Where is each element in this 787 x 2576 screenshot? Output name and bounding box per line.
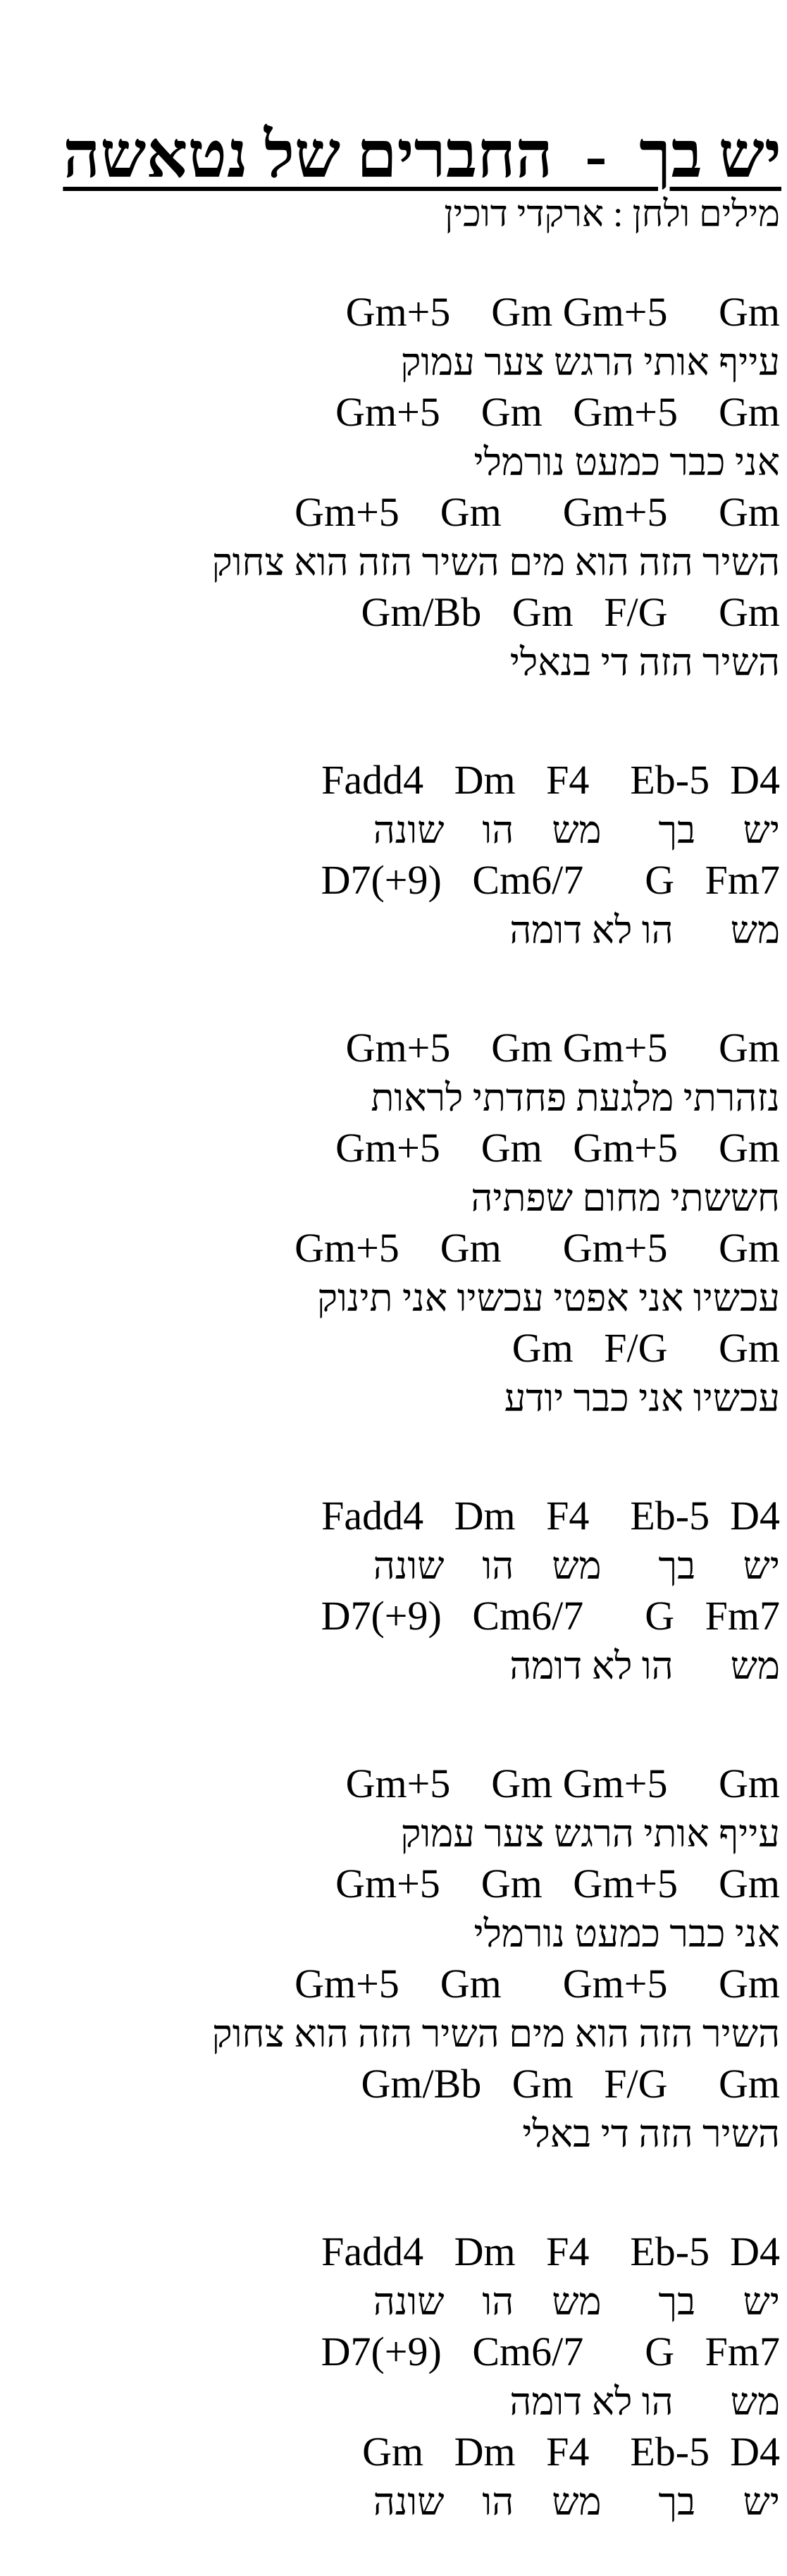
chord-line: Fadd4 Dm F4 Eb-5 D4: [321, 2229, 780, 2274]
chord-line: Gm+5 Gm Gm+5 Gm: [335, 389, 780, 435]
chord-line: Gm F/G Gm: [512, 1325, 780, 1371]
lyric-line: יש בך מש הו שונה: [373, 809, 780, 851]
lyric-line: מש הו לא דומה: [509, 1645, 780, 1687]
chord-line: Gm+5 Gm Gm+5 Gm: [345, 1761, 780, 1806]
lyric-line: עכשיו אני כבר יודע: [504, 1377, 780, 1419]
lyric-line: אני כבר כמעט נורמלי: [473, 441, 780, 483]
lyric-line: עייף אותי הרגש צער עמוק: [400, 1813, 780, 1855]
lyric-line: יש בך מש הו שונה: [373, 2281, 780, 2323]
chord-line: D7(+9) Cm6/7 G Fm7: [321, 857, 780, 903]
chord-line: D7(+9) Cm6/7 G Fm7: [321, 1593, 780, 1639]
song-credits: מילים ולחן : ארקדי דוכין: [444, 195, 780, 235]
lyric-line: השיר הזה הוא מים השיר הזה הוא צחוק: [211, 2013, 780, 2055]
chord-line: Gm+5 Gm Gm+5 Gm: [335, 1125, 780, 1171]
chord-line: Gm+5 Gm Gm+5 Gm: [295, 1225, 780, 1271]
chord-line: Gm+5 Gm Gm+5 Gm: [345, 289, 780, 335]
chord-line: Fadd4 Dm F4 Eb-5 D4: [321, 1493, 780, 1539]
chord-line: Gm/Bb Gm F/G Gm: [361, 589, 780, 635]
chord-line: Gm/Bb Gm F/G Gm: [361, 2061, 780, 2107]
chord-line: D7(+9) Cm6/7 G Fm7: [321, 2329, 780, 2374]
chord-line: Fadd4 Dm F4 Eb-5 D4: [321, 757, 780, 803]
song-title: יש בך - החברים של נטאשה: [63, 119, 781, 191]
chord-line: Gm+5 Gm Gm+5 Gm: [295, 1961, 780, 2007]
lyric-line: עכשיו אני אפטי עכשיו אני תינוק: [317, 1277, 780, 1319]
lyric-line: יש בך מש הו שונה: [373, 1545, 780, 1587]
chord-line: Gm+5 Gm Gm+5 Gm: [295, 489, 780, 535]
lyric-line: אני כבר כמעט נורמלי: [473, 1913, 780, 1955]
lyric-line: נזהרתי מלגעת פחדתי לראות: [371, 1077, 780, 1119]
lyric-line: מש הו לא דומה: [509, 909, 780, 951]
lyric-line: השיר הזה די באלי: [522, 2113, 780, 2155]
lyric-line: השיר הזה די בנאלי: [509, 641, 780, 684]
lyric-line: מש הו לא דומה: [509, 2381, 780, 2423]
lyric-line: השיר הזה הוא מים השיר הזה הוא צחוק: [211, 541, 780, 584]
chord-line: Gm+5 Gm Gm+5 Gm: [335, 1861, 780, 1906]
lyric-line: יש בך מש הו שונה: [373, 2481, 780, 2523]
chord-line: Gm Dm F4 Eb-5 D4: [362, 2429, 780, 2475]
lyric-line: עייף אותי הרגש צער עמוק: [400, 341, 780, 383]
chord-line: Gm+5 Gm Gm+5 Gm: [345, 1025, 780, 1071]
lyric-line: חששתי מחום שפתיה: [471, 1177, 780, 1219]
